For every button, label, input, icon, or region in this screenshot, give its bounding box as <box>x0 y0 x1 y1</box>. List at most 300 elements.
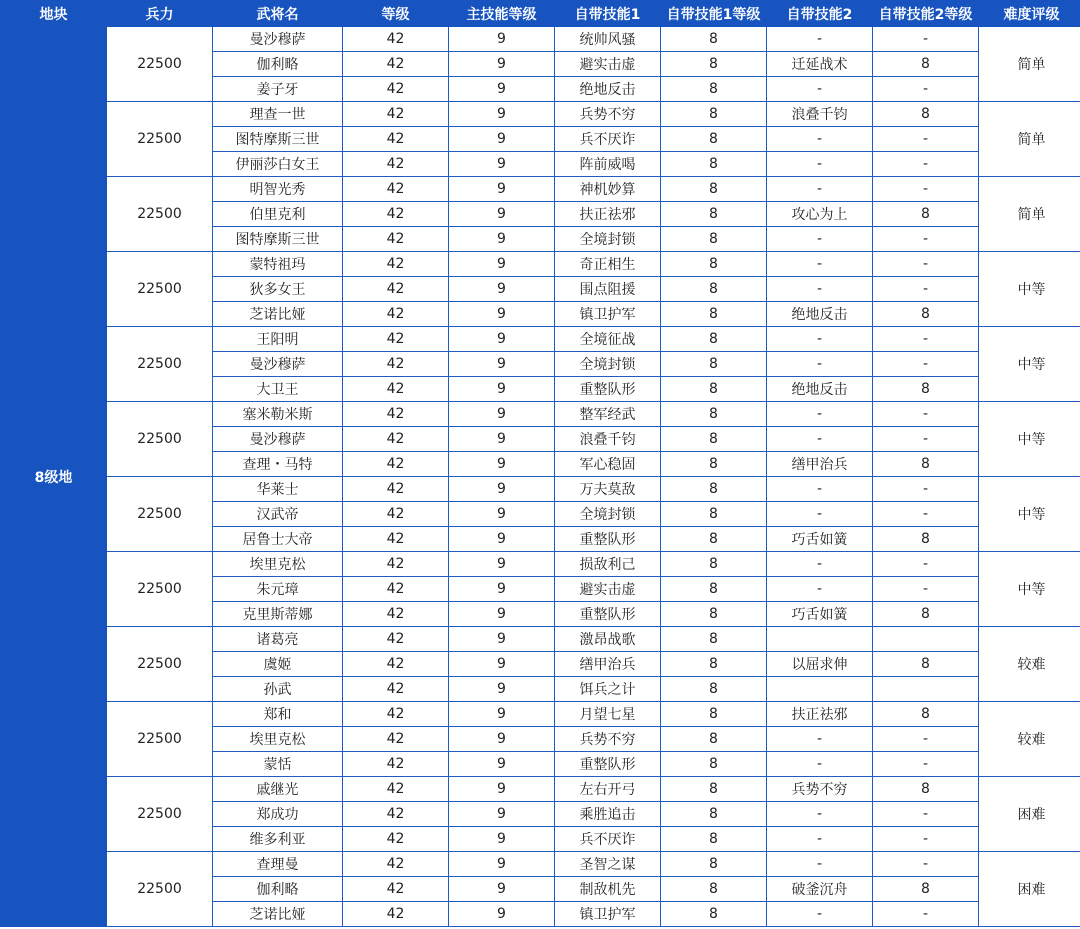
main-skill-level-cell: 9 <box>449 277 555 302</box>
skill2-level-cell: - <box>873 727 979 752</box>
skill2-level-cell: 8 <box>873 202 979 227</box>
skill1-level-cell: 8 <box>661 202 767 227</box>
header-skill1-level: 自带技能1等级 <box>661 1 767 27</box>
header-row <box>1 1 1080 27</box>
skill1-level-cell: 8 <box>661 252 767 277</box>
level-cell: 42 <box>343 702 449 727</box>
skill2-level-cell: 8 <box>873 102 979 127</box>
header-region: 地块 <box>1 1 107 27</box>
header-troops: 兵力 <box>107 1 213 27</box>
skill1-level-cell: 8 <box>661 552 767 577</box>
skill2-level-cell <box>873 677 979 702</box>
skill2-level-cell: - <box>873 577 979 602</box>
skill1-level-cell: 8 <box>661 177 767 202</box>
level-cell: 42 <box>343 752 449 777</box>
skill2-level-cell: - <box>873 852 979 877</box>
main-skill-level-cell: 9 <box>449 727 555 752</box>
header-general: 武将名 <box>213 1 343 27</box>
region-cell: 8级地 <box>1 27 107 927</box>
main-skill-level-cell: 9 <box>449 302 555 327</box>
skill1-level-cell: 8 <box>661 602 767 627</box>
general-name-cell: 大卫王 <box>213 377 343 402</box>
skill2-level-cell: - <box>873 402 979 427</box>
difficulty-cell: 较难 <box>979 627 1080 702</box>
skill1-level-cell: 8 <box>661 302 767 327</box>
skill2-level-cell: - <box>873 352 979 377</box>
skill2-cell: - <box>767 802 873 827</box>
skill1-cell: 奇正相生 <box>555 252 661 277</box>
troops-cell: 22500 <box>107 852 213 927</box>
level-cell: 42 <box>343 77 449 102</box>
skill1-cell: 军心稳固 <box>555 452 661 477</box>
main-skill-level-cell: 9 <box>449 352 555 377</box>
difficulty-cell: 简单 <box>979 27 1080 102</box>
main-skill-level-cell: 9 <box>449 227 555 252</box>
difficulty-cell: 困难 <box>979 777 1080 852</box>
skill2-level-cell: - <box>873 127 979 152</box>
level-cell: 42 <box>343 602 449 627</box>
skill2-cell: - <box>767 277 873 302</box>
main-skill-level-cell: 9 <box>449 177 555 202</box>
main-skill-level-cell: 9 <box>449 502 555 527</box>
general-name-cell: 蒙恬 <box>213 752 343 777</box>
skill2-level-cell: 8 <box>873 527 979 552</box>
level-cell: 42 <box>343 177 449 202</box>
general-name-cell: 芝诺比娅 <box>213 302 343 327</box>
skill1-level-cell: 8 <box>661 577 767 602</box>
level-cell: 42 <box>343 777 449 802</box>
skill1-level-cell: 8 <box>661 777 767 802</box>
troops-cell: 22500 <box>107 552 213 627</box>
main-skill-level-cell: 9 <box>449 777 555 802</box>
main-skill-level-cell: 9 <box>449 252 555 277</box>
skill1-cell: 兵势不穷 <box>555 727 661 752</box>
skill1-level-cell: 8 <box>661 377 767 402</box>
main-skill-level-cell: 9 <box>449 627 555 652</box>
skill2-cell: - <box>767 77 873 102</box>
header-difficulty: 难度评级 <box>979 1 1080 27</box>
skill1-cell: 全境封锁 <box>555 502 661 527</box>
troops-cell: 22500 <box>107 702 213 777</box>
skill1-level-cell: 8 <box>661 502 767 527</box>
skill2-level-cell: - <box>873 802 979 827</box>
skill1-cell: 兵势不穷 <box>555 102 661 127</box>
header-level: 等级 <box>343 1 449 27</box>
skill2-cell: 以屈求伸 <box>767 652 873 677</box>
skill1-cell: 缮甲治兵 <box>555 652 661 677</box>
level-cell: 42 <box>343 627 449 652</box>
skill2-level-cell: 8 <box>873 377 979 402</box>
general-name-cell: 华莱士 <box>213 477 343 502</box>
difficulty-cell: 中等 <box>979 327 1080 402</box>
level-cell: 42 <box>343 52 449 77</box>
troops-cell: 22500 <box>107 777 213 852</box>
skill2-cell: - <box>767 827 873 852</box>
main-skill-level-cell: 9 <box>449 452 555 477</box>
general-name-cell: 孙武 <box>213 677 343 702</box>
skill2-cell: - <box>767 852 873 877</box>
main-skill-level-cell: 9 <box>449 602 555 627</box>
general-name-cell: 图特摩斯三世 <box>213 127 343 152</box>
skill2-level-cell: 8 <box>873 452 979 477</box>
level-cell: 42 <box>343 227 449 252</box>
troops-cell: 22500 <box>107 402 213 477</box>
general-name-cell: 诸葛亮 <box>213 627 343 652</box>
skill1-level-cell: 8 <box>661 452 767 477</box>
skill1-cell: 阵前威喝 <box>555 152 661 177</box>
skill1-level-cell: 8 <box>661 127 767 152</box>
skill2-level-cell <box>873 627 979 652</box>
level-cell: 42 <box>343 27 449 52</box>
skill1-level-cell: 8 <box>661 402 767 427</box>
main-skill-level-cell: 9 <box>449 427 555 452</box>
skill1-level-cell: 8 <box>661 877 767 902</box>
general-name-cell: 伯里克利 <box>213 202 343 227</box>
troops-cell: 22500 <box>107 177 213 252</box>
skill1-cell: 损敌利己 <box>555 552 661 577</box>
skill1-cell: 月望七星 <box>555 702 661 727</box>
general-name-cell: 伽利略 <box>213 52 343 77</box>
skill2-level-cell: - <box>873 552 979 577</box>
skill1-level-cell: 8 <box>661 27 767 52</box>
table-row <box>1 402 1080 427</box>
level-cell: 42 <box>343 477 449 502</box>
skill2-level-cell: 8 <box>873 702 979 727</box>
skill1-cell: 激昂战歌 <box>555 627 661 652</box>
skill1-level-cell: 8 <box>661 527 767 552</box>
main-skill-level-cell: 9 <box>449 152 555 177</box>
skill2-level-cell: - <box>873 152 979 177</box>
skill1-cell: 饵兵之计 <box>555 677 661 702</box>
level-cell: 42 <box>343 277 449 302</box>
skill1-cell: 圣智之谋 <box>555 852 661 877</box>
troops-cell: 22500 <box>107 477 213 552</box>
skill2-level-cell: - <box>873 502 979 527</box>
table-row <box>1 777 1080 802</box>
main-skill-level-cell: 9 <box>449 752 555 777</box>
skill1-level-cell: 8 <box>661 352 767 377</box>
main-skill-level-cell: 9 <box>449 652 555 677</box>
skill2-level-cell: - <box>873 902 979 927</box>
table-row <box>1 552 1080 577</box>
skill2-level-cell: - <box>873 752 979 777</box>
skill2-level-cell: - <box>873 177 979 202</box>
skill1-cell: 制敌机先 <box>555 877 661 902</box>
skill2-cell: - <box>767 577 873 602</box>
table-row <box>1 102 1080 127</box>
header-skill2-level: 自带技能2等级 <box>873 1 979 27</box>
skill1-cell: 左右开弓 <box>555 777 661 802</box>
level-cell: 42 <box>343 552 449 577</box>
skill1-level-cell: 8 <box>661 277 767 302</box>
skill1-cell: 围点阻援 <box>555 277 661 302</box>
general-name-cell: 居鲁士大帝 <box>213 527 343 552</box>
main-skill-level-cell: 9 <box>449 102 555 127</box>
general-name-cell: 伊丽莎白女王 <box>213 152 343 177</box>
skill1-level-cell: 8 <box>661 702 767 727</box>
level-cell: 42 <box>343 502 449 527</box>
skill2-level-cell: - <box>873 252 979 277</box>
skill2-cell: 攻心为上 <box>767 202 873 227</box>
skill2-cell: 扶正祛邪 <box>767 702 873 727</box>
table-row <box>1 702 1080 727</box>
level-cell: 42 <box>343 727 449 752</box>
skill1-cell: 整军经武 <box>555 402 661 427</box>
main-skill-level-cell: 9 <box>449 477 555 502</box>
skill1-level-cell: 8 <box>661 152 767 177</box>
level-cell: 42 <box>343 452 449 477</box>
level-cell: 42 <box>343 902 449 927</box>
skill2-cell: - <box>767 477 873 502</box>
skill2-cell: - <box>767 552 873 577</box>
general-name-cell: 朱元璋 <box>213 577 343 602</box>
main-skill-level-cell: 9 <box>449 702 555 727</box>
level-cell: 42 <box>343 302 449 327</box>
skill2-cell <box>767 627 873 652</box>
skill2-level-cell: 8 <box>873 602 979 627</box>
skill2-level-cell: - <box>873 477 979 502</box>
skill1-level-cell: 8 <box>661 477 767 502</box>
main-skill-level-cell: 9 <box>449 877 555 902</box>
skill2-cell: - <box>767 502 873 527</box>
main-skill-level-cell: 9 <box>449 327 555 352</box>
skill2-cell: 巧舌如簧 <box>767 527 873 552</box>
level-cell: 42 <box>343 527 449 552</box>
skill1-cell: 重整队形 <box>555 527 661 552</box>
level-cell: 42 <box>343 427 449 452</box>
skill2-level-cell: - <box>873 277 979 302</box>
skill2-cell: 破釜沉舟 <box>767 877 873 902</box>
level-cell: 42 <box>343 327 449 352</box>
level-cell: 42 <box>343 852 449 877</box>
troops-cell: 22500 <box>107 102 213 177</box>
general-name-cell: 姜子牙 <box>213 77 343 102</box>
skill2-level-cell: - <box>873 77 979 102</box>
general-name-cell: 图特摩斯三世 <box>213 227 343 252</box>
general-name-cell: 理查一世 <box>213 102 343 127</box>
skill2-cell: - <box>767 402 873 427</box>
level-cell: 42 <box>343 877 449 902</box>
skill1-level-cell: 8 <box>661 752 767 777</box>
level-cell: 42 <box>343 152 449 177</box>
main-skill-level-cell: 9 <box>449 377 555 402</box>
skill1-level-cell: 8 <box>661 902 767 927</box>
main-skill-level-cell: 9 <box>449 27 555 52</box>
general-name-cell: 蒙特祖玛 <box>213 252 343 277</box>
table-row <box>1 252 1080 277</box>
main-skill-level-cell: 9 <box>449 677 555 702</box>
skill1-level-cell: 8 <box>661 52 767 77</box>
skill2-level-cell: - <box>873 27 979 52</box>
general-name-cell: 狄多女王 <box>213 277 343 302</box>
troops-cell: 22500 <box>107 252 213 327</box>
skill1-level-cell: 8 <box>661 727 767 752</box>
skill2-level-cell: 8 <box>873 652 979 677</box>
difficulty-cell: 较难 <box>979 702 1080 777</box>
skill1-cell: 万夫莫敌 <box>555 477 661 502</box>
main-skill-level-cell: 9 <box>449 902 555 927</box>
skill2-cell: - <box>767 27 873 52</box>
difficulty-cell: 中等 <box>979 552 1080 627</box>
main-skill-level-cell: 9 <box>449 802 555 827</box>
skill2-cell: 绝地反击 <box>767 377 873 402</box>
skill1-cell: 镇卫护军 <box>555 902 661 927</box>
skill2-cell: 巧舌如簧 <box>767 602 873 627</box>
skill1-level-cell: 8 <box>661 827 767 852</box>
table-row <box>1 627 1080 652</box>
skill2-cell: - <box>767 252 873 277</box>
skill2-cell: - <box>767 327 873 352</box>
level-cell: 42 <box>343 402 449 427</box>
level-cell: 42 <box>343 827 449 852</box>
level-cell: 42 <box>343 577 449 602</box>
general-name-cell: 芝诺比娅 <box>213 902 343 927</box>
difficulty-cell: 中等 <box>979 477 1080 552</box>
troops-cell: 22500 <box>107 327 213 402</box>
skill2-level-cell: - <box>873 227 979 252</box>
header-skill1: 自带技能1 <box>555 1 661 27</box>
skill1-level-cell: 8 <box>661 102 767 127</box>
skill1-cell: 重整队形 <box>555 602 661 627</box>
skill1-cell: 全境封锁 <box>555 227 661 252</box>
skill1-cell: 统帅风骚 <box>555 27 661 52</box>
skill2-cell: - <box>767 352 873 377</box>
main-skill-level-cell: 9 <box>449 552 555 577</box>
troops-cell: 22500 <box>107 627 213 702</box>
skill2-cell: 迁延战术 <box>767 52 873 77</box>
general-name-cell: 埃里克松 <box>213 727 343 752</box>
skill1-cell: 镇卫护军 <box>555 302 661 327</box>
header-skill2: 自带技能2 <box>767 1 873 27</box>
level-cell: 42 <box>343 352 449 377</box>
general-name-cell: 曼沙穆萨 <box>213 427 343 452</box>
table-row <box>1 177 1080 202</box>
main-skill-level-cell: 9 <box>449 127 555 152</box>
skill1-cell: 扶正祛邪 <box>555 202 661 227</box>
skill1-cell: 全境封锁 <box>555 352 661 377</box>
skill2-cell: - <box>767 177 873 202</box>
skill2-level-cell: - <box>873 827 979 852</box>
skill2-level-cell: - <box>873 427 979 452</box>
skill1-cell: 避实击虚 <box>555 577 661 602</box>
general-name-cell: 郑和 <box>213 702 343 727</box>
level-cell: 42 <box>343 802 449 827</box>
general-name-cell: 曼沙穆萨 <box>213 352 343 377</box>
main-skill-level-cell: 9 <box>449 52 555 77</box>
table-body <box>1 27 1080 927</box>
skill2-level-cell: 8 <box>873 302 979 327</box>
skill2-cell: 绝地反击 <box>767 302 873 327</box>
level-cell: 42 <box>343 252 449 277</box>
main-skill-level-cell: 9 <box>449 852 555 877</box>
level-cell: 42 <box>343 102 449 127</box>
skill2-cell: - <box>767 227 873 252</box>
difficulty-cell: 中等 <box>979 252 1080 327</box>
general-name-cell: 戚继光 <box>213 777 343 802</box>
skill1-cell: 重整队形 <box>555 752 661 777</box>
general-name-cell: 塞米勒米斯 <box>213 402 343 427</box>
header-main-skill-level: 主技能等级 <box>449 1 555 27</box>
general-name-cell: 汉武帝 <box>213 502 343 527</box>
skill1-cell: 全境征战 <box>555 327 661 352</box>
general-name-cell: 埃里克松 <box>213 552 343 577</box>
main-skill-level-cell: 9 <box>449 577 555 602</box>
skill1-cell: 浪叠千钧 <box>555 427 661 452</box>
skill2-cell: 浪叠千钧 <box>767 102 873 127</box>
skill2-level-cell: 8 <box>873 777 979 802</box>
skill1-cell: 神机妙算 <box>555 177 661 202</box>
skill1-cell: 乘胜追击 <box>555 802 661 827</box>
skill1-level-cell: 8 <box>661 77 767 102</box>
general-name-cell: 明智光秀 <box>213 177 343 202</box>
main-skill-level-cell: 9 <box>449 202 555 227</box>
skill1-level-cell: 8 <box>661 652 767 677</box>
table-row <box>1 477 1080 502</box>
general-name-cell: 虞姬 <box>213 652 343 677</box>
main-skill-level-cell: 9 <box>449 77 555 102</box>
skill2-cell: 缮甲治兵 <box>767 452 873 477</box>
skill2-level-cell: 8 <box>873 877 979 902</box>
main-skill-level-cell: 9 <box>449 402 555 427</box>
level-cell: 42 <box>343 652 449 677</box>
table-row <box>1 27 1080 52</box>
skill1-level-cell: 8 <box>661 227 767 252</box>
difficulty-cell: 简单 <box>979 177 1080 252</box>
skill2-level-cell: 8 <box>873 52 979 77</box>
skill1-level-cell: 8 <box>661 677 767 702</box>
general-name-cell: 郑成功 <box>213 802 343 827</box>
skill1-level-cell: 8 <box>661 327 767 352</box>
skill2-cell: 兵势不穷 <box>767 777 873 802</box>
skill2-cell: - <box>767 727 873 752</box>
level-cell: 42 <box>343 377 449 402</box>
skill2-cell: - <box>767 752 873 777</box>
skill1-level-cell: 8 <box>661 802 767 827</box>
skill1-level-cell: 8 <box>661 627 767 652</box>
general-name-cell: 伽利略 <box>213 877 343 902</box>
skill1-level-cell: 8 <box>661 427 767 452</box>
skill2-level-cell: - <box>873 327 979 352</box>
skill1-cell: 重整队形 <box>555 377 661 402</box>
skill1-cell: 避实击虚 <box>555 52 661 77</box>
table-row <box>1 327 1080 352</box>
skill2-cell <box>767 677 873 702</box>
general-name-cell: 曼沙穆萨 <box>213 27 343 52</box>
general-name-cell: 王阳明 <box>213 327 343 352</box>
skill2-cell: - <box>767 127 873 152</box>
skill1-level-cell: 8 <box>661 852 767 877</box>
skill2-cell: - <box>767 152 873 177</box>
skill2-cell: - <box>767 902 873 927</box>
skill1-cell: 兵不厌诈 <box>555 127 661 152</box>
skill1-cell: 绝地反击 <box>555 77 661 102</box>
difficulty-cell: 简单 <box>979 102 1080 177</box>
level-cell: 42 <box>343 677 449 702</box>
table-row <box>1 852 1080 877</box>
general-name-cell: 查理曼 <box>213 852 343 877</box>
difficulty-cell: 中等 <box>979 402 1080 477</box>
level-cell: 42 <box>343 202 449 227</box>
level-cell: 42 <box>343 127 449 152</box>
main-skill-level-cell: 9 <box>449 527 555 552</box>
skill1-cell: 兵不厌诈 <box>555 827 661 852</box>
main-skill-level-cell: 9 <box>449 827 555 852</box>
troops-cell: 22500 <box>107 27 213 102</box>
general-name-cell: 查理・马特 <box>213 452 343 477</box>
general-name-cell: 克里斯蒂娜 <box>213 602 343 627</box>
general-name-cell: 维多利亚 <box>213 827 343 852</box>
skill2-cell: - <box>767 427 873 452</box>
